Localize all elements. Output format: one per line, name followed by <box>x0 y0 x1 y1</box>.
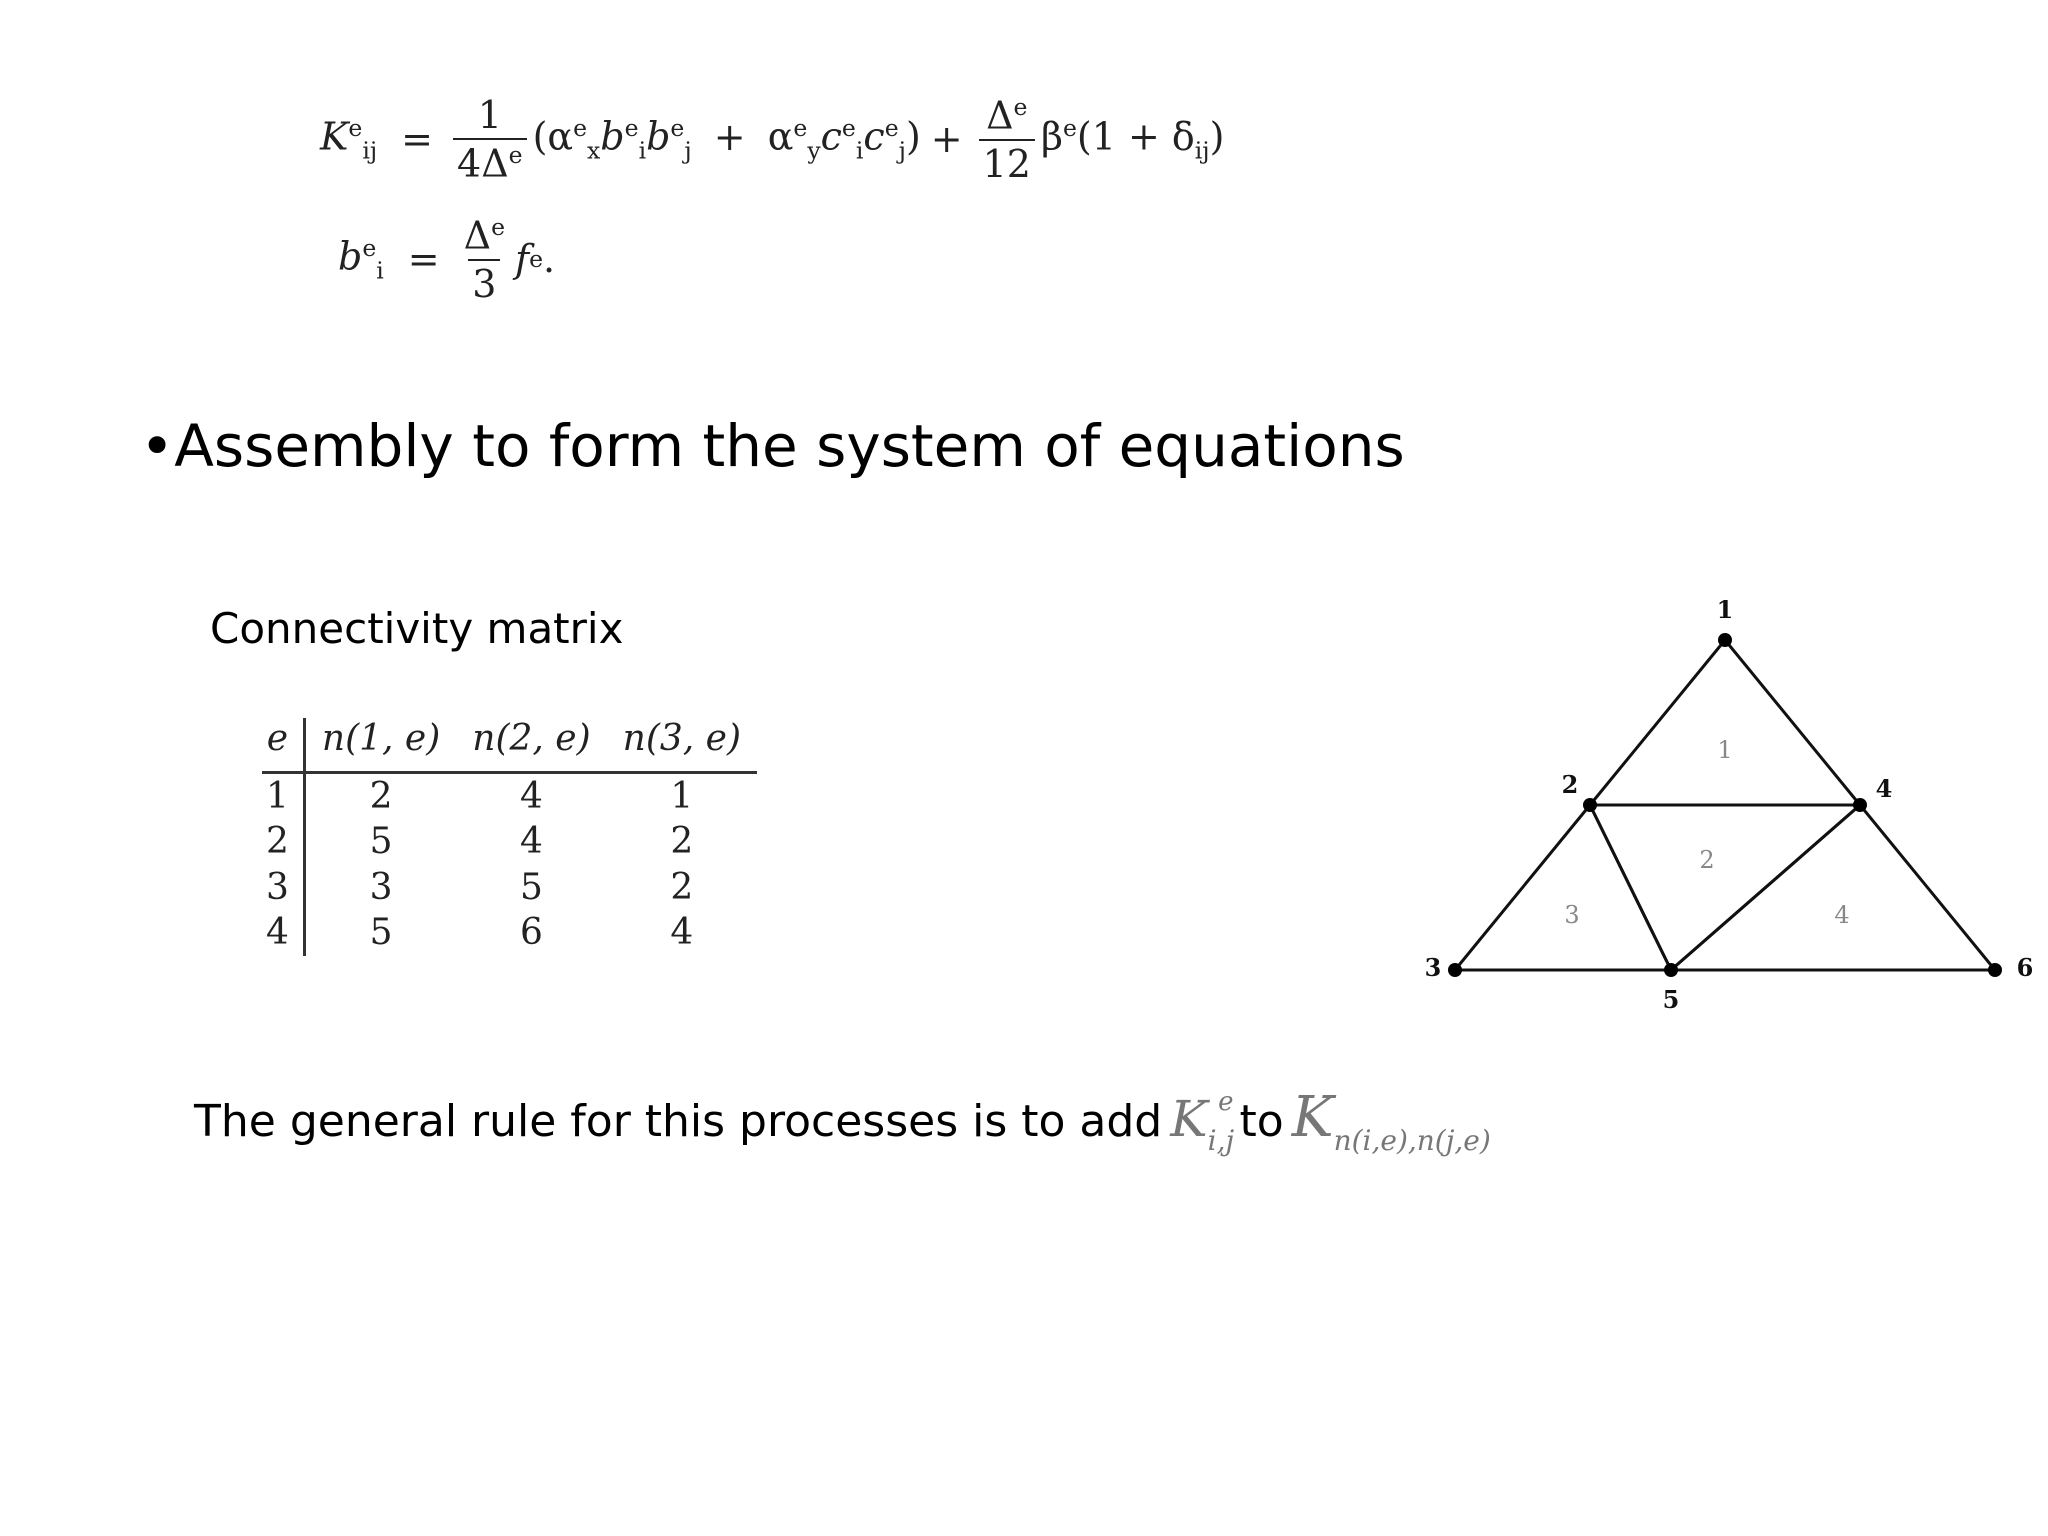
stiffness-equation: $K^e_{ij}$ = $\frac{1}{4\Delta^e}$ $(\alpha^e_xb^e_ib^e_j + \alpha^e_yc^e_ic^e_j)$ + $\frac{\Delta^e}{12}$ $\beta^e(1 + \delta_{ij})$ <box>320 93 1225 186</box>
bullet-heading: •Assembly to form the system of equations <box>140 412 1405 480</box>
table-cell: 2 <box>670 821 694 863</box>
fraction-delta-over-3: $\frac{\Delta^e}{3}$ <box>463 213 506 306</box>
global-stiffness-symbol: $K_{n(i,e),n(j,e)}$ <box>1291 1085 1491 1157</box>
table-cell: 5 <box>369 821 393 863</box>
triangular-mesh-diagram <box>1400 570 2034 1020</box>
mesh-node <box>1718 633 1732 647</box>
mesh-node <box>1448 963 1462 977</box>
header-cell: n(3, e) <box>607 718 757 773</box>
table-cell: 1 <box>670 776 694 817</box>
table-cell: 5 <box>369 912 393 954</box>
rule-to: to <box>1239 1096 1284 1147</box>
mesh-node <box>1988 963 2002 977</box>
table-cell: 6 <box>520 912 543 954</box>
table-cell: 1 <box>262 773 304 820</box>
table-row <box>262 773 757 820</box>
node-label: 4 <box>1875 774 1893 803</box>
node-label: 6 <box>2016 953 2034 982</box>
local-stiffness-symbol: $K_{i,j}^e$ <box>1170 1087 1235 1157</box>
table-cell: 2 <box>369 776 393 817</box>
table-cell: 5 <box>520 866 543 908</box>
element-label: 1 <box>1717 736 1733 764</box>
fraction-1-over-4-delta: $\frac{1}{4\Delta^e}$ <box>453 96 527 183</box>
table-cell: 4 <box>670 912 694 954</box>
assembly-rule <box>194 1085 1491 1157</box>
header-cell: e <box>262 718 304 773</box>
node-label: 1 <box>1716 595 1734 624</box>
node-label: 5 <box>1662 985 1680 1014</box>
connectivity-heading: Connectivity matrix <box>210 604 624 653</box>
mesh-element-3 <box>1455 805 1671 970</box>
mesh-node <box>1853 798 1867 812</box>
mesh-element-1 <box>1590 640 1860 805</box>
header-cell: n(1, e) <box>304 718 456 773</box>
table-row <box>262 865 757 910</box>
table-cell: 2 <box>262 819 304 864</box>
element-label: 3 <box>1564 901 1580 929</box>
header-cell: n(2, e) <box>456 718 606 773</box>
table-row <box>262 910 757 955</box>
connectivity-table <box>262 718 757 956</box>
beta-term: $\beta^e(1 + \delta_{ij})$ <box>1040 114 1225 165</box>
element-label: 2 <box>1699 846 1715 874</box>
stiffness-lhs: $K^e_{ij}$ <box>320 114 378 165</box>
element-equations <box>320 93 1225 326</box>
fraction-delta-over-12: $\frac{\Delta^e}{12}$ <box>979 96 1035 183</box>
rule-text: The general rule for this processes is to add <box>194 1096 1163 1147</box>
table-cell: 4 <box>520 776 543 817</box>
node-label: 2 <box>1561 770 1579 799</box>
table-cell: 2 <box>670 866 694 908</box>
table-cell: 3 <box>369 866 393 908</box>
table-row <box>262 819 757 864</box>
table-cell: 4 <box>520 821 543 863</box>
table-cell: 3 <box>262 865 304 910</box>
mesh-node <box>1664 963 1678 977</box>
load-equation: $b^e_i$ = $\frac{\Delta^e}{3}$ f e . <box>338 213 556 306</box>
mesh-node <box>1583 798 1597 812</box>
alpha-terms: $(\alpha^e_xb^e_ib^e_j + \alpha^e_yc^e_ic^e_j)$ <box>532 114 921 165</box>
mesh-element-4 <box>1671 805 1995 970</box>
node-label: 3 <box>1424 953 1442 982</box>
table-header-row <box>262 718 757 773</box>
element-label: 4 <box>1834 901 1850 929</box>
table-cell: 4 <box>262 910 304 955</box>
